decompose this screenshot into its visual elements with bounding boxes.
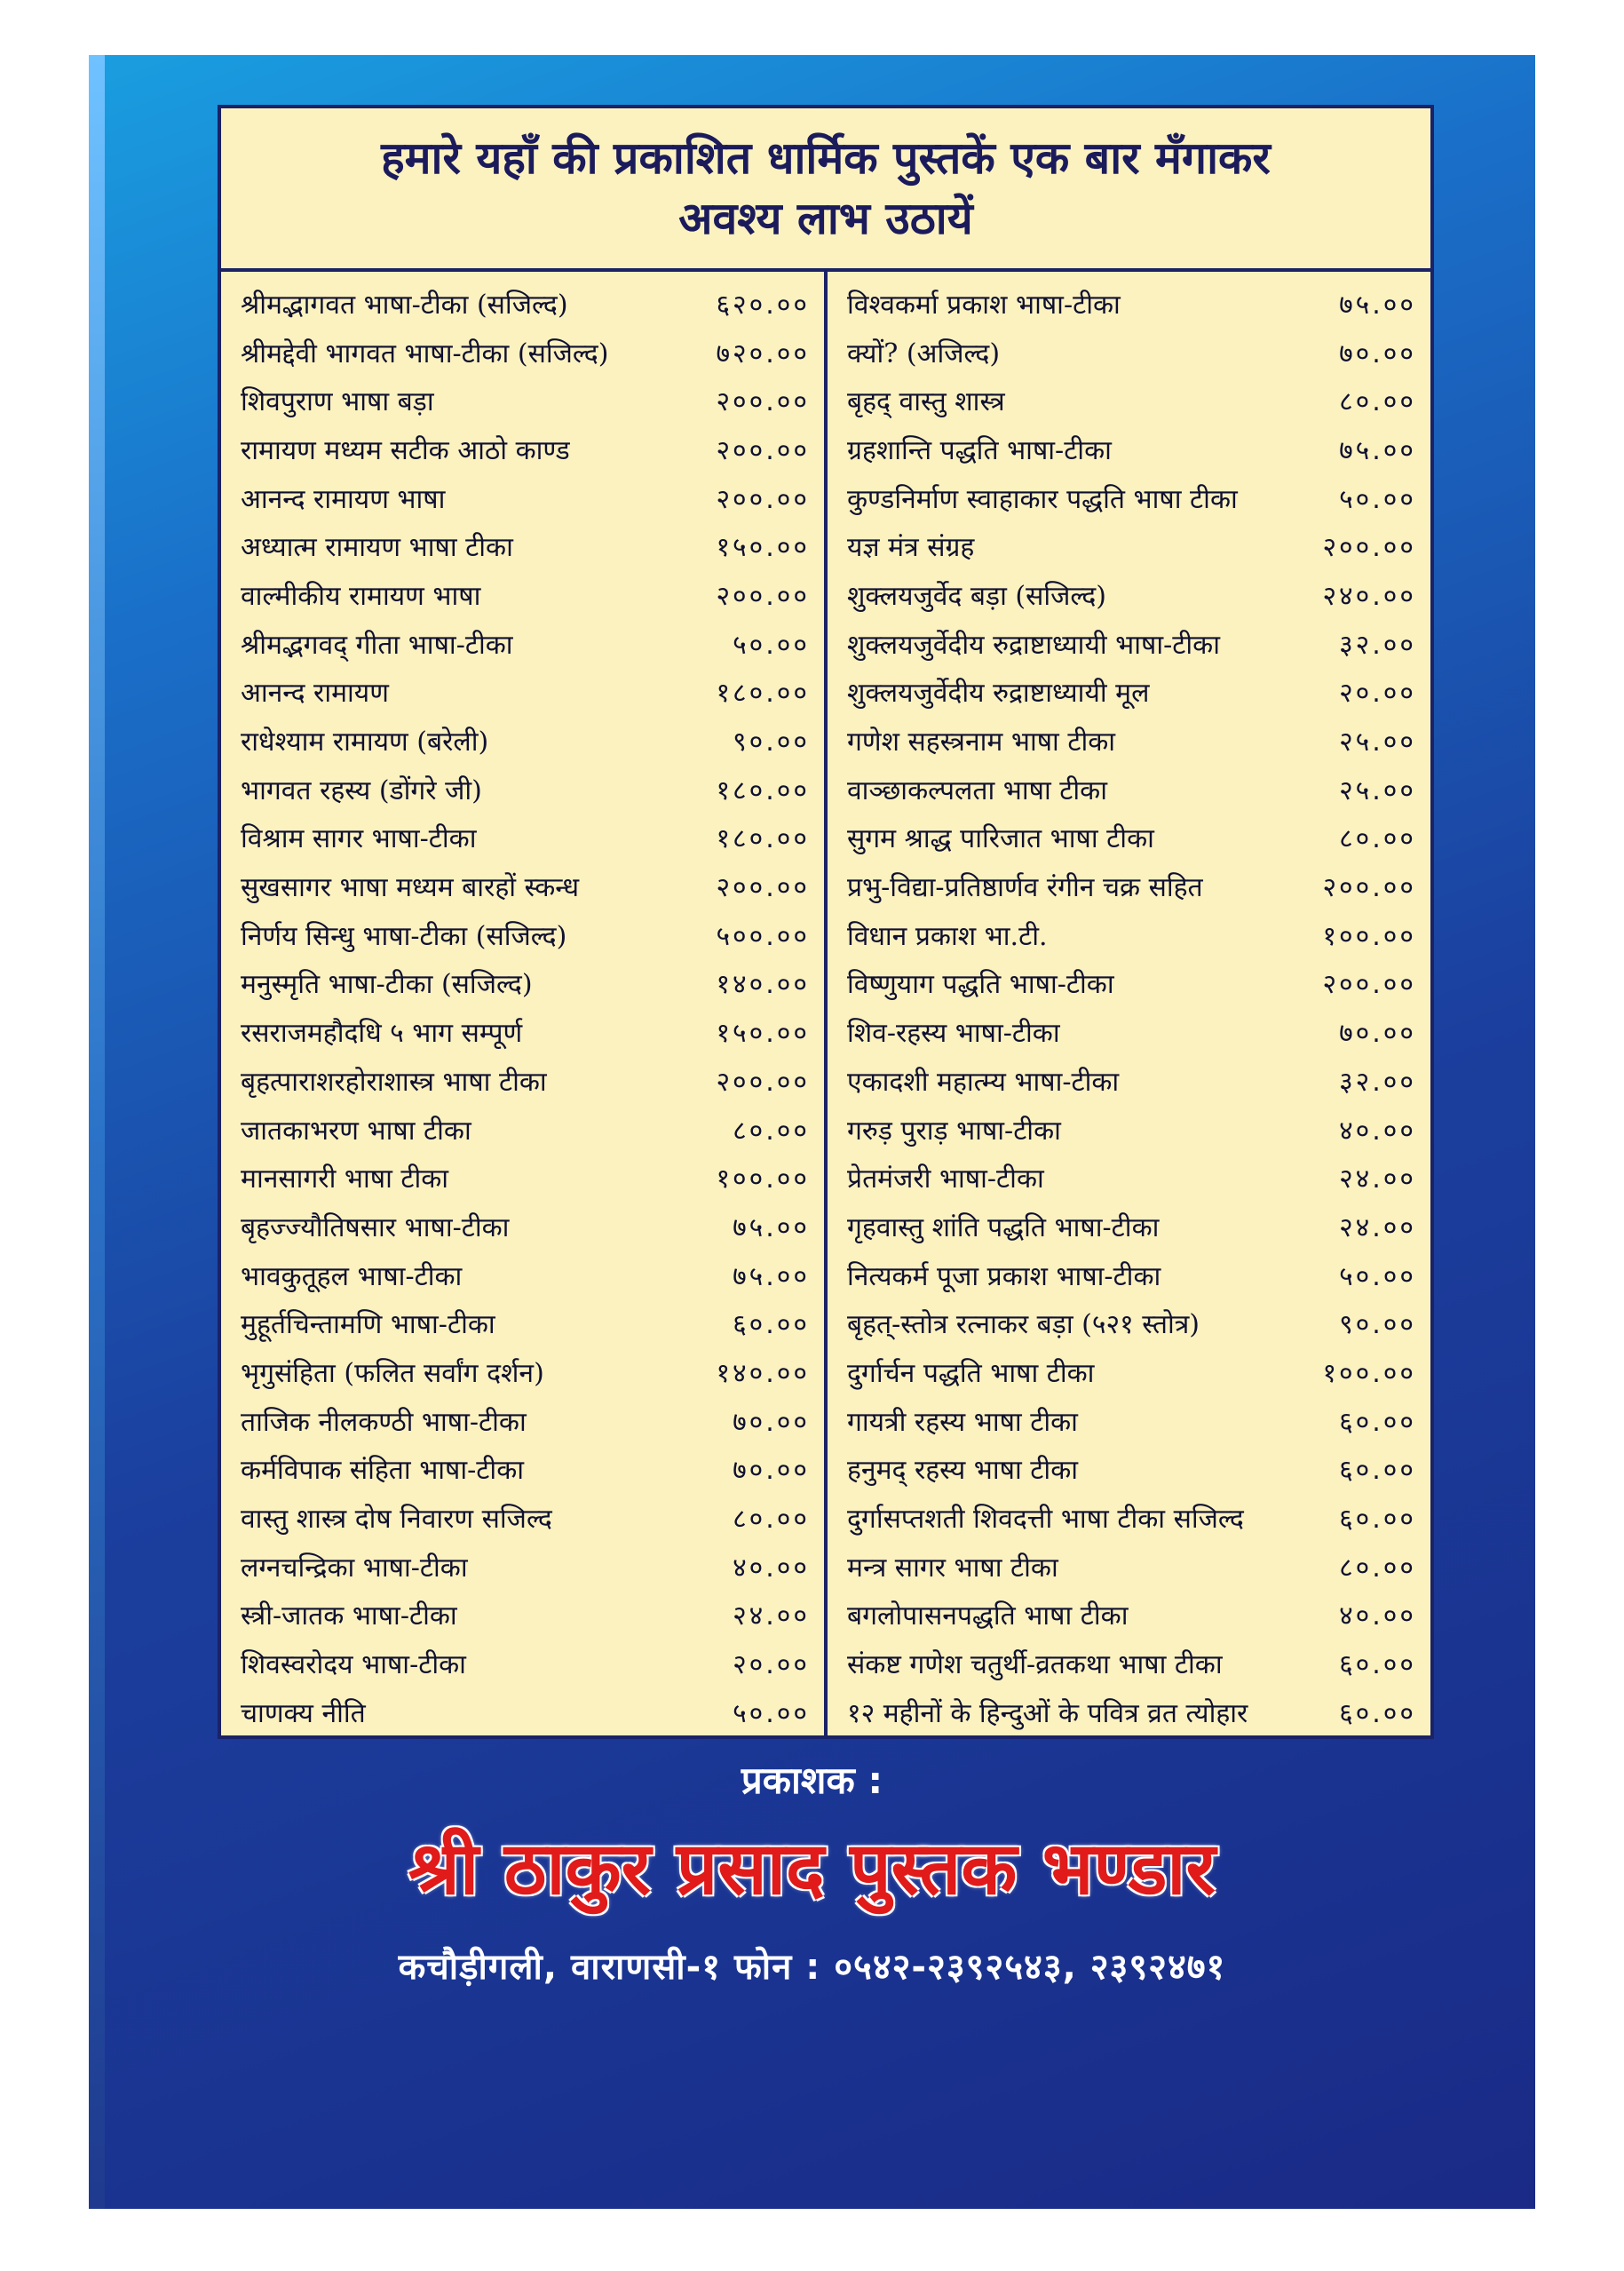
book-price: ८०.०० xyxy=(733,1115,810,1147)
book-row xyxy=(241,376,810,425)
book-price: ८०.०० xyxy=(1339,823,1416,855)
book-price: ३२.०० xyxy=(1339,629,1416,661)
book-row xyxy=(241,814,810,862)
book-title: विधान प्रकाश भा.टी. xyxy=(847,920,1048,952)
book-title: विश्राम सागर भाषा-टीका xyxy=(241,823,477,855)
list-heading xyxy=(221,108,1430,272)
book-price: ७५.०० xyxy=(733,1260,810,1292)
book-title: लग्नचन्द्रिका भाषा-टीका xyxy=(241,1552,468,1584)
book-price: ७०.०० xyxy=(733,1455,810,1487)
heading-line-1: हमारे यहाँ की प्रकाशित धार्मिक पुस्तकें एक बार मँगाकर xyxy=(381,132,1271,184)
book-row xyxy=(241,279,810,328)
book-row xyxy=(847,619,1416,668)
book-row xyxy=(847,1153,1416,1202)
book-row xyxy=(241,1056,810,1105)
book-row xyxy=(241,1445,810,1494)
book-title: अध्यात्म रामायण भाषा टीका xyxy=(241,532,513,564)
book-title: बृहज्ज्यौतिषसार भाषा-टीका xyxy=(241,1211,510,1243)
book-title: आनन्द रामायण xyxy=(241,678,389,710)
book-title: दुर्गासप्तशती शिवदत्ती भाषा टीका सजिल्द xyxy=(847,1504,1244,1536)
book-price: १००.०० xyxy=(1322,920,1416,952)
book-row xyxy=(241,1591,810,1640)
book-row xyxy=(241,716,810,765)
book-title: रसराजमहौदधि ५ भाग सम्पूर्ण xyxy=(241,1018,523,1050)
book-title: चाणक्य नीति xyxy=(241,1697,366,1729)
book-title: शुक्लयजुर्वेदीय रुद्राष्टाध्यायी भाषा-टीका xyxy=(847,629,1220,661)
book-price: ५०.०० xyxy=(1339,1260,1416,1292)
book-row xyxy=(847,814,1416,862)
book-row xyxy=(241,1347,810,1396)
book-price: ७५.०० xyxy=(1339,289,1416,321)
book-price: २००.०० xyxy=(1322,532,1416,564)
book-title: ताजिक नीलकण्ठी भाषा-टीका xyxy=(241,1406,527,1438)
book-title: शिवस्वरोदय भाषा-टीका xyxy=(241,1649,466,1681)
book-title: बगलोपासनपद्धति भाषा टीका xyxy=(847,1600,1129,1632)
book-title: मन्त्र सागर भाषा टीका xyxy=(847,1552,1058,1584)
book-price: २४.०० xyxy=(1339,1211,1416,1243)
book-row xyxy=(241,1251,810,1299)
book-list-panel xyxy=(218,105,1434,1739)
book-price: ७०.०० xyxy=(733,1406,810,1438)
book-row xyxy=(241,959,810,1008)
book-title: एकादशी महात्म्य भाषा-टीका xyxy=(847,1066,1120,1098)
book-row xyxy=(847,765,1416,814)
book-price: २५.०० xyxy=(1339,727,1416,758)
book-price: २४.०० xyxy=(733,1600,810,1632)
book-title: क्यों? (अजिल्द) xyxy=(847,337,1001,369)
book-title: श्रीमद्भागवत भाषा-टीका (सजिल्द) xyxy=(241,289,568,321)
book-row xyxy=(241,328,810,377)
book-title: बृहत्-स्तोत्र रत्नाकर बड़ा (५२१ स्तोत्र) xyxy=(847,1309,1200,1341)
publisher-name: श्री ठाकुर प्रसाद पुस्तक भण्डार xyxy=(408,1827,1216,1911)
book-price: ९०.०० xyxy=(733,727,810,758)
book-title: संकष्ट गणेश चतुर्थी-व्रतकथा भाषा टीका xyxy=(847,1649,1223,1681)
book-title: भावकुतूहल भाषा-टीका xyxy=(241,1260,463,1292)
book-title: आनन्द रामायण भाषा xyxy=(241,483,446,515)
book-row xyxy=(241,619,810,668)
book-price: ७०.०० xyxy=(1339,1018,1416,1050)
book-row xyxy=(241,862,810,910)
book-row xyxy=(241,1105,810,1154)
book-title: सुगम श्राद्ध पारिजात भाषा टीका xyxy=(847,823,1154,855)
book-price: १४०.०० xyxy=(716,969,810,1001)
book-title: गृहवास्तु शांति पद्धति भाषा-टीका xyxy=(847,1211,1160,1243)
publisher-label: प्रकाशक : xyxy=(741,1759,883,1802)
book-row xyxy=(847,1445,1416,1494)
book-row xyxy=(847,668,1416,717)
book-row xyxy=(241,668,810,717)
book-title: श्रीमद्देवी भागवत भाषा-टीका (सजिल्द) xyxy=(241,337,609,369)
book-title: स्त्री-जातक भाषा-टीका xyxy=(241,1600,457,1632)
book-row xyxy=(847,1687,1416,1736)
book-title: १२ महीनों के हिन्दुओं के पवित्र व्रत त्योहार xyxy=(847,1697,1248,1729)
book-price: २००.०० xyxy=(716,1066,810,1098)
book-title: भागवत रहस्य (डोंगरे जी) xyxy=(241,774,482,806)
book-row xyxy=(241,425,810,473)
book-price: १८०.०० xyxy=(716,774,810,806)
book-row xyxy=(847,1591,1416,1640)
book-price: ५०.०० xyxy=(733,1697,810,1729)
book-row xyxy=(241,1493,810,1542)
book-price: २०.०० xyxy=(733,1649,810,1681)
book-title: जातकाभरण भाषा टीका xyxy=(241,1115,471,1147)
book-price: ६०.०० xyxy=(1339,1406,1416,1438)
book-price: ६२०.०० xyxy=(716,289,810,321)
book-price: २४०.०० xyxy=(1322,580,1416,612)
book-price: ४०.०० xyxy=(1339,1115,1416,1147)
book-title: गायत्री रहस्य भाषा टीका xyxy=(847,1406,1078,1438)
book-price: २००.०० xyxy=(716,434,810,466)
book-price: ४०.०० xyxy=(1339,1600,1416,1632)
book-title: वाल्मीकीय रामायण भाषा xyxy=(241,580,481,612)
book-title: शुक्लयजुर्वेदीय रुद्राष्टाध्यायी मूल xyxy=(847,678,1150,710)
book-price: २००.०० xyxy=(716,483,810,515)
book-row xyxy=(847,1493,1416,1542)
book-row xyxy=(241,1542,810,1591)
book-price: २००.०० xyxy=(716,386,810,418)
book-title: वास्तु शास्त्र दोष निवारण सजिल्द xyxy=(241,1504,552,1536)
book-row xyxy=(241,910,810,959)
book-title: मनुस्मृति भाषा-टीका (सजिल्द) xyxy=(241,969,533,1001)
book-title: निर्णय सिन्धु भाषा-टीका (सजिल्द) xyxy=(241,920,567,952)
left-book-column xyxy=(221,272,828,1739)
book-price: २००.०० xyxy=(716,872,810,904)
book-row xyxy=(847,1007,1416,1056)
book-price: १००.०० xyxy=(716,1163,810,1195)
book-row xyxy=(847,1542,1416,1591)
book-row xyxy=(847,1639,1416,1687)
book-title: प्रभु-विद्या-प्रतिष्ठार्णव रंगीन चक्र सहित xyxy=(847,872,1203,904)
book-title: दुर्गार्चन पद्धति भाषा टीका xyxy=(847,1357,1095,1389)
book-title: श्रीमद्भगवद् गीता भाषा-टीका xyxy=(241,629,513,661)
book-price: ७२०.०० xyxy=(716,337,810,369)
book-row xyxy=(241,1202,810,1251)
book-row xyxy=(241,473,810,522)
book-price: १८०.०० xyxy=(716,823,810,855)
book-row xyxy=(847,1347,1416,1396)
book-row xyxy=(241,765,810,814)
book-title: कर्मविपाक संहिता भाषा-टीका xyxy=(241,1455,525,1487)
book-price: ६०.०० xyxy=(733,1309,810,1341)
book-price: १४०.०० xyxy=(716,1357,810,1389)
book-title: मुहूर्तचिन्तामणि भाषा-टीका xyxy=(241,1309,495,1341)
book-price: ६०.०० xyxy=(1339,1649,1416,1681)
book-title: कुण्डनिर्माण स्वाहाकार पद्धति भाषा टीका xyxy=(847,483,1238,515)
book-price: ५००.०० xyxy=(716,920,810,952)
book-price: ८०.०० xyxy=(1339,386,1416,418)
book-row xyxy=(241,1639,810,1687)
publisher-address: कचौड़ीगली, वाराणसी-१ फोन : ०५४२-२३९२५४३, २३९२४७१ xyxy=(398,1947,1226,1988)
book-row xyxy=(241,1007,810,1056)
book-price: ६०.०० xyxy=(1339,1504,1416,1536)
book-row xyxy=(847,862,1416,910)
book-price: ६०.०० xyxy=(1339,1455,1416,1487)
book-title: गरुड़ पुराड़ भाषा-टीका xyxy=(847,1115,1061,1147)
book-price: २५.०० xyxy=(1339,774,1416,806)
book-row xyxy=(847,570,1416,619)
book-title: राधेश्याम रामायण (बरेली) xyxy=(241,727,489,758)
book-price: ८०.०० xyxy=(1339,1552,1416,1584)
book-row xyxy=(847,1298,1416,1347)
book-price: २००.०० xyxy=(1322,872,1416,904)
book-title: वाञ्छाकल्पलता भाषा टीका xyxy=(847,774,1107,806)
book-row xyxy=(241,1396,810,1445)
book-title: नित्यकर्म पूजा प्रकाश भाषा-टीका xyxy=(847,1260,1161,1292)
book-price: ७०.०० xyxy=(1339,337,1416,369)
book-row xyxy=(847,425,1416,473)
book-price: २००.०० xyxy=(1322,969,1416,1001)
book-price: ५०.०० xyxy=(1339,483,1416,515)
book-price: ७५.०० xyxy=(733,1211,810,1243)
book-price: २००.०० xyxy=(716,580,810,612)
book-title: मानसागरी भाषा टीका xyxy=(241,1163,449,1195)
book-title: प्रेतमंजरी भाषा-टीका xyxy=(847,1163,1044,1195)
book-price: २०.०० xyxy=(1339,678,1416,710)
book-price: १८०.०० xyxy=(716,678,810,710)
heading-line-2: अवश्य लाभ उठायें xyxy=(678,193,973,244)
book-title: शिवपुराण भाषा बड़ा xyxy=(241,386,434,418)
book-price: २४.०० xyxy=(1339,1163,1416,1195)
book-row xyxy=(241,521,810,570)
book-price: ८०.०० xyxy=(733,1504,810,1536)
book-row xyxy=(847,1396,1416,1445)
book-row xyxy=(847,279,1416,328)
book-row xyxy=(847,1056,1416,1105)
book-price: ३२.०० xyxy=(1339,1066,1416,1098)
book-title: भृगुसंहिता (फलित सर्वांग दर्शन) xyxy=(241,1357,544,1389)
book-row xyxy=(847,716,1416,765)
book-title: विश्वकर्मा प्रकाश भाषा-टीका xyxy=(847,289,1121,321)
book-title: बृहत्पाराशरहोराशास्त्र भाषा टीका xyxy=(241,1066,547,1098)
book-price: ४०.०० xyxy=(733,1552,810,1584)
book-title: शुक्लयजुर्वेद बड़ा (सजिल्द) xyxy=(847,580,1106,612)
book-row xyxy=(847,910,1416,959)
book-columns xyxy=(221,272,1430,1739)
book-title: रामायण मध्यम सटीक आठो काण्ड xyxy=(241,434,570,466)
book-title: बृहद् वास्तु शास्त्र xyxy=(847,386,1005,418)
book-title: ग्रहशान्ति पद्धति भाषा-टीका xyxy=(847,434,1112,466)
book-price: १५०.०० xyxy=(716,532,810,564)
book-title: सुखसागर भाषा मध्यम बारहों स्कन्ध xyxy=(241,872,580,904)
book-row xyxy=(847,328,1416,377)
book-row xyxy=(241,570,810,619)
book-row xyxy=(847,473,1416,522)
book-title: यज्ञ मंत्र संग्रह xyxy=(847,532,975,564)
book-price: ५०.०० xyxy=(733,629,810,661)
book-title: गणेश सहस्त्रनाम भाषा टीका xyxy=(847,727,1116,758)
book-price: १५०.०० xyxy=(716,1018,810,1050)
book-price: १००.०० xyxy=(1322,1357,1416,1389)
right-book-column xyxy=(828,272,1430,1739)
book-row xyxy=(847,959,1416,1008)
book-price: ६०.०० xyxy=(1339,1697,1416,1729)
book-row xyxy=(847,521,1416,570)
book-title: शिव-रहस्य भाषा-टीका xyxy=(847,1018,1060,1050)
book-row xyxy=(847,1202,1416,1251)
book-row xyxy=(241,1298,810,1347)
book-row xyxy=(241,1153,810,1202)
book-row xyxy=(847,1105,1416,1154)
book-price: ७५.०० xyxy=(1339,434,1416,466)
book-row xyxy=(241,1687,810,1736)
book-title: हनुमद् रहस्य भाषा टीका xyxy=(847,1455,1078,1487)
book-price: ९०.०० xyxy=(1339,1309,1416,1341)
book-row xyxy=(847,1251,1416,1299)
book-title: विष्णुयाग पद्धति भाषा-टीका xyxy=(847,969,1114,1001)
book-row xyxy=(847,376,1416,425)
